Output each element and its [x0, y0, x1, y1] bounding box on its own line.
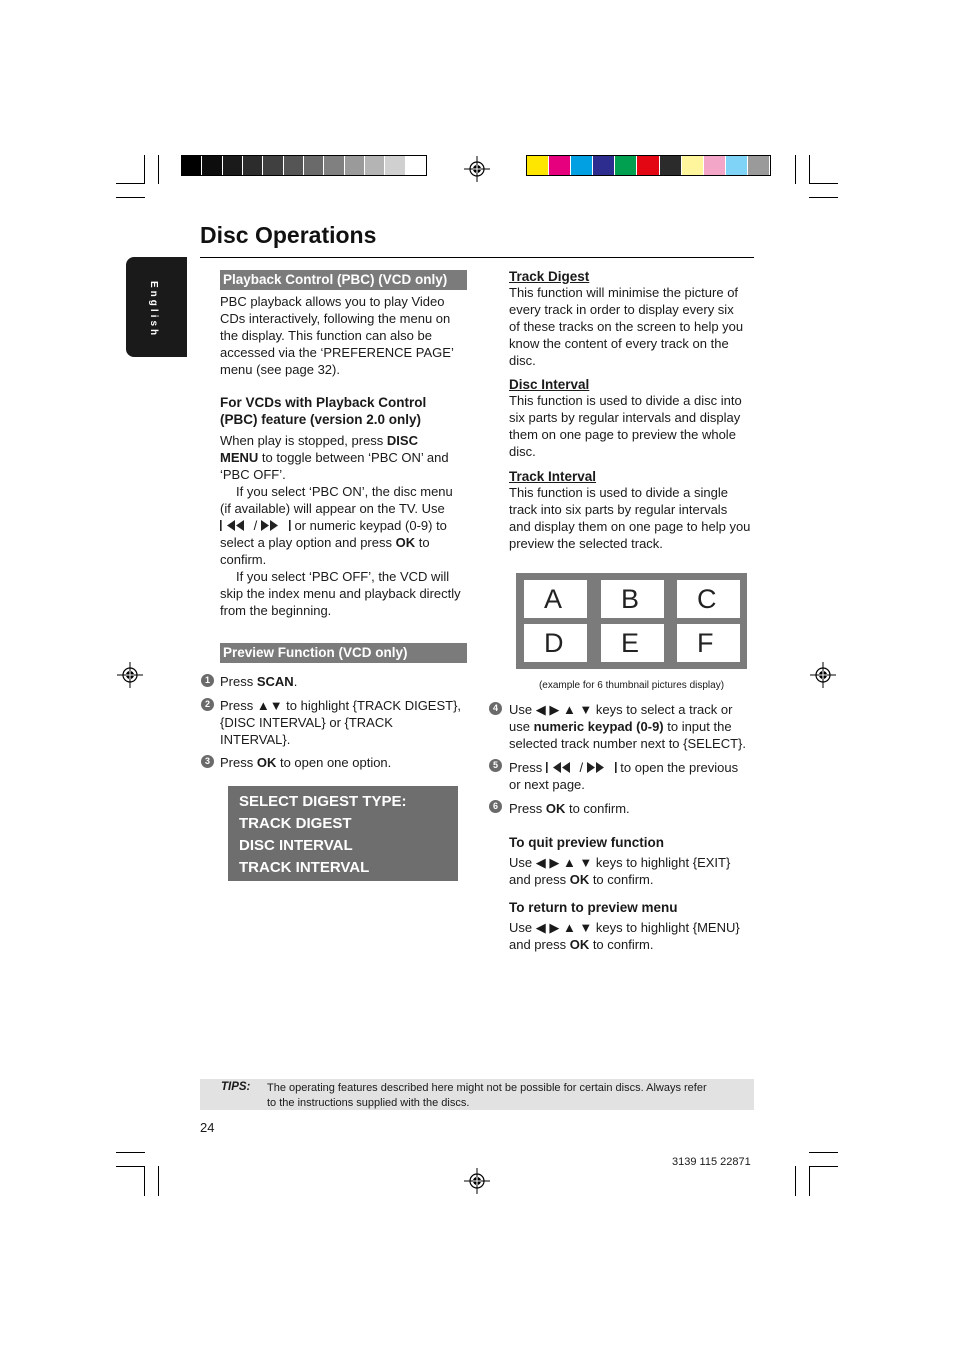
thumbnail: B — [601, 580, 664, 618]
text-span: Press — [220, 674, 257, 689]
text-line: Use ◀ ▶ ▲ ▼ keys to select a track or — [509, 702, 733, 717]
quit-preview-title: To quit preview function — [509, 835, 664, 850]
calibration-swatch — [615, 156, 636, 175]
text-span: Press — [220, 755, 257, 770]
pbc-intro — [220, 293, 470, 378]
track-digest-title: Track Digest — [509, 269, 590, 284]
text-line: {DISC INTERVAL} or {TRACK — [220, 715, 393, 730]
text-line: six parts by regular intervals and display — [509, 410, 741, 425]
tips-box — [200, 1079, 754, 1110]
step-3 — [220, 754, 391, 771]
key-label: OK — [569, 872, 590, 887]
text-line: This function will minimise the picture of — [509, 285, 739, 300]
calibration-swatch — [202, 156, 221, 175]
calibration-swatch — [406, 156, 425, 175]
title-rule — [200, 257, 754, 258]
crop-mark — [116, 197, 145, 198]
text-line: Press ▲▼ to highlight {TRACK DIGEST}, — [220, 698, 462, 713]
language-side-tab — [126, 257, 187, 357]
crop-mark — [144, 155, 145, 184]
text-span: to confirm. — [589, 937, 654, 952]
text-span: and press — [509, 937, 570, 952]
next-icon — [587, 762, 617, 773]
text-line: skip the index menu and playback directly — [220, 586, 461, 601]
key-label: numeric keypad (0-9) — [533, 719, 664, 734]
quit-preview-section — [509, 834, 759, 888]
crop-mark — [809, 197, 838, 198]
step-4 — [509, 701, 759, 752]
crop-mark — [795, 1166, 796, 1196]
pbc-instructions: When play is stopped, press DISC MENU to toggle between ‘PBC ON’ and ‘PBC OFF’. If you select ‘PBC ON’, the disc menu (if available) will appear on the TV. Use / or numeric keypad (0-9) to select a play option and press OK to confirm. If you select ‘PBC OFF’, the VCD will skip the index menu and playback directly from the beginning. — [220, 432, 470, 619]
menu-title: SELECT DIGEST TYPE: — [239, 793, 407, 810]
text-line: INTERVAL}. — [220, 732, 291, 747]
thumbnail: D — [524, 624, 587, 662]
document-code: 3139 115 22871 — [672, 1156, 751, 1168]
page-title: Disc Operations — [200, 222, 377, 248]
thumbnail-grid — [516, 573, 747, 669]
key-label: OK — [569, 937, 590, 952]
key-label: SCAN — [256, 674, 294, 689]
text-span: When play is stopped, press — [220, 433, 387, 448]
text-line: If you select ‘PBC OFF’, the VCD will — [236, 569, 450, 584]
text-line: accessed via the ‘PREFERENCE PAGE’ — [220, 345, 454, 360]
calibration-swatch — [571, 156, 592, 175]
crop-mark — [809, 155, 810, 184]
crop-mark — [158, 155, 159, 184]
preview-section-heading: Preview Function (VCD only) — [220, 643, 467, 663]
next-icon — [261, 520, 291, 531]
track-digest-section — [509, 269, 759, 369]
text-line: from the beginning. — [220, 603, 332, 618]
menu-option-disc-interval[interactable]: DISC INTERVAL — [239, 837, 353, 854]
step-number: 3 — [201, 755, 214, 768]
text-line: (PBC) feature (version 2.0 only) — [220, 412, 422, 427]
text-line: and display them on one page to help you — [509, 519, 751, 534]
calibration-swatch — [549, 156, 570, 175]
calibration-swatch — [243, 156, 262, 175]
calibration-swatch — [284, 156, 303, 175]
text-line: (if available) will appear on the TV. Use — [220, 501, 445, 516]
calibration-swatch — [593, 156, 614, 175]
calibration-swatch — [182, 156, 201, 175]
crop-mark — [795, 155, 796, 184]
calibration-swatch — [748, 156, 769, 175]
registration-mark-icon — [810, 662, 836, 688]
page-number: 24 — [200, 1120, 215, 1135]
text-span: . — [293, 674, 298, 689]
registration-mark-icon — [464, 156, 490, 182]
text-span: to — [415, 535, 430, 550]
text-span: to confirm. — [589, 872, 654, 887]
step-6 — [509, 800, 630, 817]
calibration-swatch — [385, 156, 404, 175]
text-line: ‘PBC OFF’. — [220, 467, 286, 482]
crop-mark — [116, 1166, 145, 1167]
thumbnail: C — [677, 580, 740, 618]
key-label: OK — [545, 801, 566, 816]
text-line: the display. This function can also be — [220, 328, 432, 343]
calibration-swatch — [324, 156, 343, 175]
step-number: 5 — [489, 759, 502, 772]
text-line: menu (see page 32). — [220, 362, 340, 377]
calibration-swatch — [263, 156, 282, 175]
text-line: them on one page to preview the whole — [509, 427, 736, 442]
calibration-swatch — [223, 156, 242, 175]
previous-icon — [546, 762, 576, 773]
key-label: MENU — [220, 450, 259, 465]
digest-menu-screen — [228, 786, 458, 881]
thumbnail: E — [601, 624, 664, 662]
text-span: to open the previous — [616, 760, 739, 775]
disc-interval-section — [509, 377, 759, 460]
thumbnail: F — [677, 624, 740, 662]
calibration-swatch — [527, 156, 548, 175]
text-line: disc. — [509, 444, 536, 459]
text-span: select a play option and press — [220, 535, 396, 550]
calibration-swatch — [726, 156, 747, 175]
calibration-swatch — [704, 156, 725, 175]
step-2 — [220, 697, 470, 748]
text-span: and press — [509, 872, 570, 887]
return-preview-section — [509, 899, 759, 953]
text-line: disc. — [509, 353, 536, 368]
crop-mark — [144, 1166, 145, 1196]
calibration-swatch — [345, 156, 364, 175]
text-line: know the content of every track on the — [509, 336, 729, 351]
text-span: to toggle between ‘PBC ON’ and — [258, 450, 449, 465]
tips-line: The operating features described here might not be possible for certain discs. Always refer — [267, 1082, 707, 1094]
text-line: preview the selected track. — [509, 536, 663, 551]
registration-mark-icon — [464, 1168, 490, 1194]
thumbnail-caption: (example for 6 thumbnail pictures display) — [538, 680, 725, 691]
tips-line: to the instructions supplied with the discs. — [267, 1097, 470, 1109]
key-label: OK — [256, 755, 277, 770]
disc-interval-title: Disc Interval — [509, 377, 590, 392]
color-calibration-bar — [526, 155, 771, 176]
crop-mark — [809, 1166, 838, 1167]
text-line: selected track number next to {SELECT}. — [509, 736, 747, 751]
track-interval-title: Track Interval — [509, 469, 597, 484]
calibration-swatch — [365, 156, 384, 175]
text-line: track into six parts by regular intervals — [509, 502, 728, 517]
step-number: 1 — [201, 674, 214, 687]
text-span: to input the — [663, 719, 732, 734]
grayscale-calibration-bar — [181, 155, 427, 176]
text-line: PBC playback allows you to play Video — [220, 294, 445, 309]
text-line: or next page. — [509, 777, 585, 792]
text-line: If you select ‘PBC ON’, the disc menu — [236, 484, 453, 499]
pbc-subheading — [220, 394, 426, 428]
text-span: to confirm. — [565, 801, 630, 816]
crop-mark — [116, 183, 145, 184]
key-label: OK — [395, 535, 416, 550]
text-line: For VCDs with Playback Control — [220, 395, 427, 410]
text-span: Press — [509, 760, 546, 775]
text-line: This function is used to divide a disc into — [509, 393, 742, 408]
calibration-swatch — [682, 156, 703, 175]
thumbnail: A — [524, 580, 587, 618]
menu-option-track-interval[interactable]: TRACK INTERVAL — [239, 859, 370, 876]
crop-mark — [809, 1166, 810, 1196]
crop-mark — [158, 1166, 159, 1196]
key-label: DISC — [386, 433, 418, 448]
step-number: 6 — [489, 800, 502, 813]
text-line: CDs interactively, following the menu on — [220, 311, 451, 326]
crop-mark — [809, 1152, 838, 1153]
text-line: Use ◀ ▶ ▲ ▼ keys to highlight {EXIT} — [509, 855, 731, 870]
calibration-swatch — [660, 156, 681, 175]
return-preview-title: To return to preview menu — [509, 900, 678, 915]
text-span: to open one option. — [276, 755, 392, 770]
text-line: confirm. — [220, 552, 267, 567]
language-tab-label: English — [148, 281, 159, 339]
step-5: Press / to open the previous or next page. — [509, 759, 759, 793]
previous-icon — [220, 520, 250, 531]
text-span: or numeric keypad (0-9) to — [290, 518, 447, 533]
registration-mark-icon — [117, 662, 143, 688]
menu-option-track-digest[interactable]: TRACK DIGEST — [239, 815, 352, 832]
crop-mark — [809, 183, 838, 184]
track-interval-section — [509, 469, 759, 552]
text-line: Use ◀ ▶ ▲ ▼ keys to highlight {MENU} — [509, 920, 740, 935]
crop-mark — [116, 1152, 145, 1153]
pbc-section-heading: Playback Control (PBC) (VCD only) — [220, 270, 467, 290]
calibration-swatch — [637, 156, 658, 175]
calibration-swatch — [304, 156, 323, 175]
text-line: every track in order to display every six — [509, 302, 734, 317]
step-1 — [220, 673, 297, 690]
text-span: use — [509, 719, 534, 734]
step-number: 2 — [201, 698, 214, 711]
text-span: Press — [509, 801, 546, 816]
text-line: This function is used to divide a single — [509, 485, 728, 500]
step-number: 4 — [489, 702, 502, 715]
tips-label: TIPS: — [221, 1081, 251, 1093]
text-line: of these tracks on the screen to help you — [509, 319, 744, 334]
